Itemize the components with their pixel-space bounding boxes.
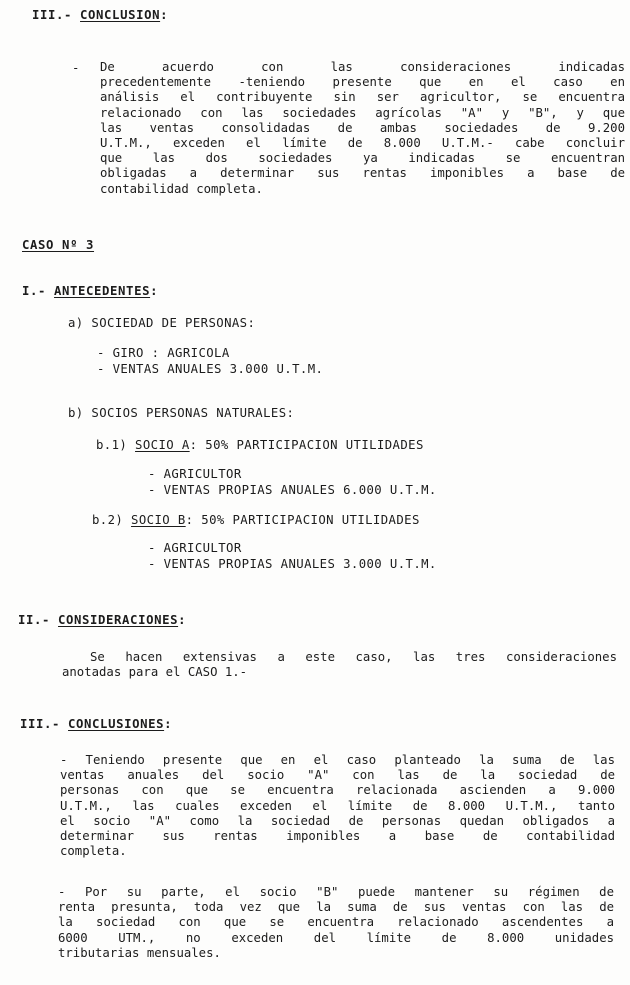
conclusiones-line: - Por su parte, el socio "B" puede mantener su régimen de xyxy=(58,885,614,899)
conclusiones-line: renta presunta, toda vez que la suma de sus ventas con las de xyxy=(58,900,614,915)
case-title: CASO Nº 3 xyxy=(22,238,95,252)
socio-b-item: - VENTAS PROPIAS ANUALES 3.000 U.T.M. xyxy=(148,557,437,571)
consideraciones-line: anotadas para el CASO 1.- xyxy=(62,665,248,680)
conclusiones-colon: : xyxy=(164,717,173,731)
conclusion-line: De acuerdo con las consideraciones indicadas xyxy=(100,60,625,74)
conclusiones-line: completa. xyxy=(60,844,127,859)
conclusion-dash: - xyxy=(72,61,80,75)
sociedad-heading: a) SOCIEDAD DE PERSONAS: xyxy=(68,316,256,330)
socio-b-number: b.2) xyxy=(92,513,124,527)
conclusion-heading-colon: : xyxy=(160,8,169,22)
conclusiones-line: U.T.M., las cuales exceden el límite de 8.000 U.T.M., tanto xyxy=(60,798,615,813)
conclusiones-line: tributarias mensuales. xyxy=(58,945,221,960)
conclusion-paragraph xyxy=(100,60,625,197)
conclusiones-line: personas con que se encuentra relacionada ascienden a 9.000 xyxy=(60,783,615,798)
conclusiones-line: la sociedad con que se encuentra relacionado ascendentes a xyxy=(58,915,614,930)
socio-a-number: b.1) xyxy=(96,438,128,452)
conclusiones-line: 6000 UTM., no exceden del límite de 8.000 unidades xyxy=(58,930,614,945)
conclusion-line: las ventas consolidadas de ambas sociedades de 9.200 xyxy=(100,120,625,135)
socio-b-item: - AGRICULTOR xyxy=(148,541,242,555)
conclusion-heading-number: III.- xyxy=(32,8,73,22)
antecedentes-title: ANTECEDENTES xyxy=(54,284,151,298)
conclusion-line: obligadas a determinar sus rentas imponibles a base de xyxy=(100,166,625,181)
conclusiones-heading xyxy=(20,717,172,731)
socio-a-rest: : 50% PARTICIPACION UTILIDADES xyxy=(189,438,424,452)
consideraciones-line: Se hacen extensivas a este caso, las tres consideraciones xyxy=(90,650,617,664)
antecedentes-colon: : xyxy=(150,284,159,298)
socio-a-item: - AGRICULTOR xyxy=(148,467,242,481)
conclusion-heading-title: CONCLUSION xyxy=(80,8,161,22)
conclusion-line: que las dos sociedades ya indicadas se encuentran xyxy=(100,151,625,166)
conclusiones-line: determinar sus rentas imponibles a base de contabilidad xyxy=(60,829,615,844)
conclusiones-line: el socio "A" como la sociedad de personas quedan obligados a xyxy=(60,813,615,828)
conclusion-line: U.T.M., exceden el límite de 8.000 U.T.M.- cabe concluir xyxy=(100,136,625,151)
conclusion-line: precedentemente -teniendo presente que en el caso en xyxy=(100,75,625,90)
consideraciones-heading xyxy=(18,613,186,627)
consideraciones-title: CONSIDERACIONES xyxy=(58,613,179,627)
antecedentes-number: I.- xyxy=(22,284,47,298)
conclusion-line: contabilidad completa. xyxy=(100,181,263,196)
antecedentes-heading xyxy=(22,284,158,298)
conclusiones-title: CONCLUSIONES xyxy=(68,717,165,731)
socio-a-heading xyxy=(96,438,424,452)
conclusiones-line: ventas anuales del socio "A" con las de la sociedad de xyxy=(60,768,615,783)
conclusiones-paragraph-2 xyxy=(58,885,614,961)
conclusion-line: relacionado con las sociedades agrícolas "A" y "B", y que xyxy=(100,105,625,120)
conclusiones-number: III.- xyxy=(20,717,61,731)
consideraciones-number: II.- xyxy=(18,613,51,627)
conclusion-heading xyxy=(32,8,168,22)
conclusiones-paragraph-1 xyxy=(60,753,615,859)
consideraciones-paragraph xyxy=(62,650,617,680)
conclusiones-line: - Teniendo presente que en el caso planteado la suma de las xyxy=(60,753,615,767)
socios-heading: b) SOCIOS PERSONAS NATURALES: xyxy=(68,406,295,420)
socio-a-item: - VENTAS PROPIAS ANUALES 6.000 U.T.M. xyxy=(148,483,437,497)
socio-a-label: SOCIO A xyxy=(135,438,190,452)
consideraciones-colon: : xyxy=(178,613,187,627)
socio-b-label: SOCIO B xyxy=(131,513,186,527)
conclusion-line: análisis el contribuyente sin ser agricultor, se encuentra xyxy=(100,90,625,105)
socio-b-rest: : 50% PARTICIPACION UTILIDADES xyxy=(185,513,420,527)
socio-b-heading xyxy=(92,513,420,527)
ventas-item: - VENTAS ANUALES 3.000 U.T.M. xyxy=(97,362,324,376)
giro-item: - GIRO : AGRICOLA xyxy=(97,346,230,360)
